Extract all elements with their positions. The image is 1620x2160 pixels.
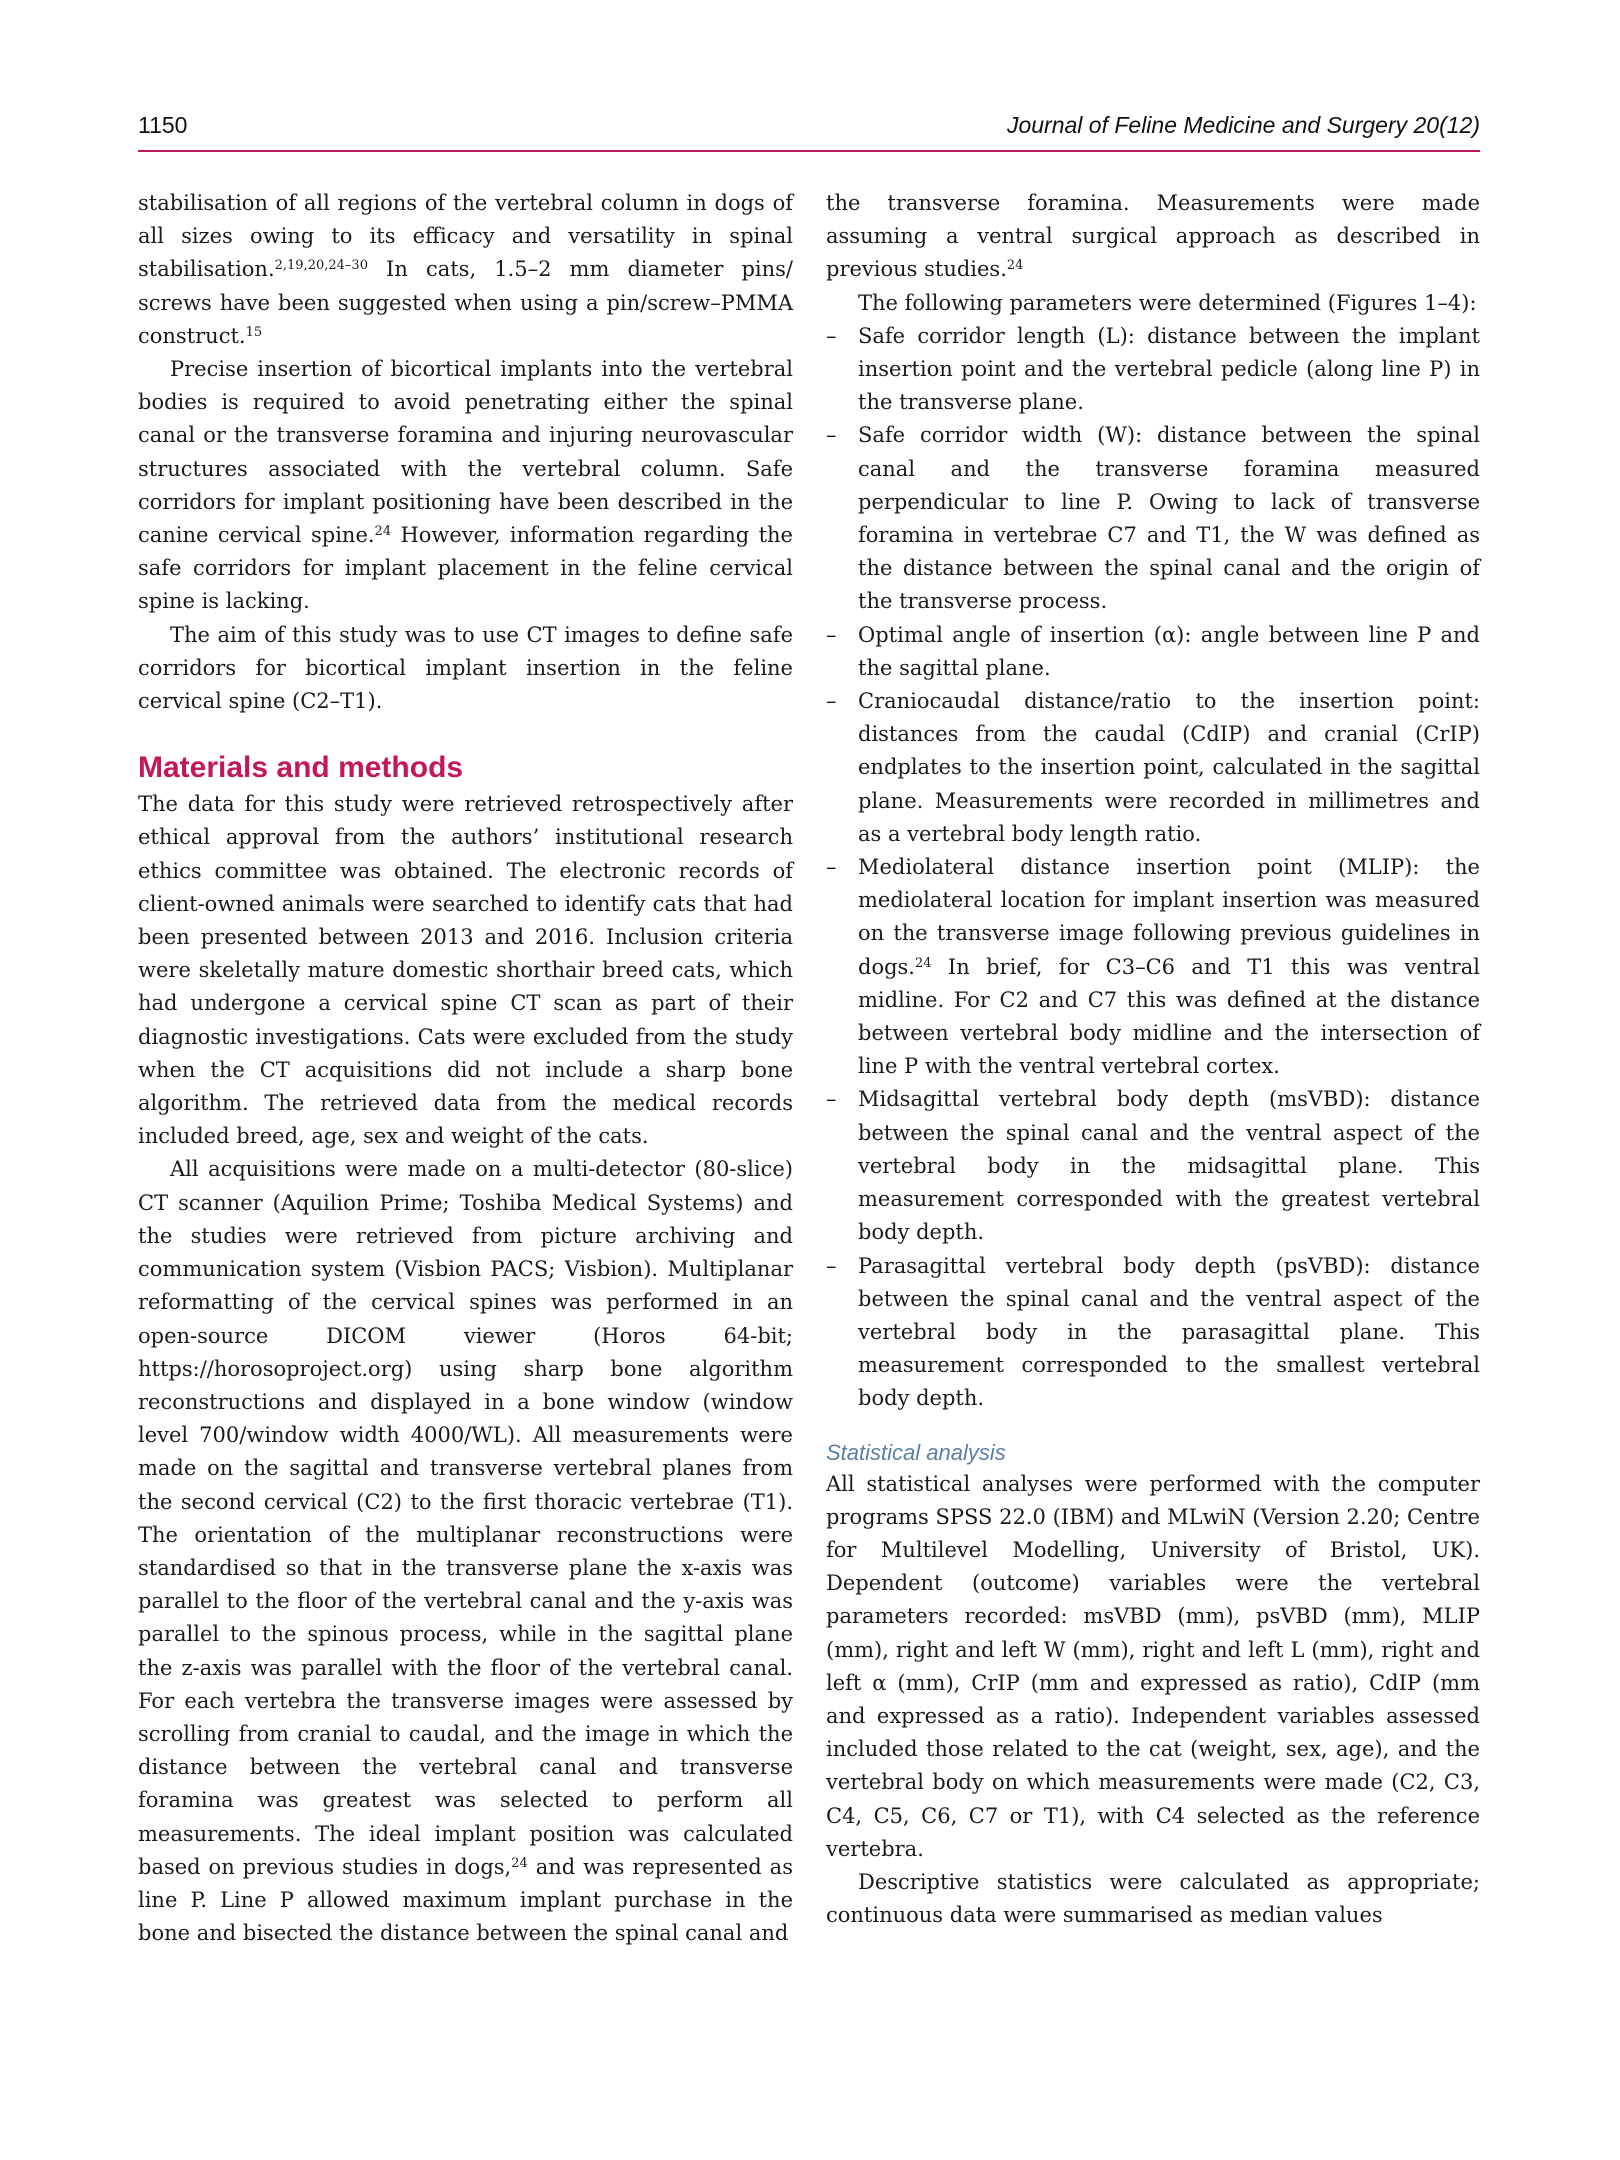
list-item: – Parasagittal vertebral body depth (psVBD): distance between the spinal canal and the ventral aspect of the vertebral body in the parasagittal plane. This measurement corresponded to the smallest vertebral body depth. [826, 1253, 1480, 1411]
list-item: – Optimal angle of insertion (α): angle between line P and the sagittal plane. [826, 622, 1480, 680]
paragraph-data-retrieval: The data for this study were retrieved retrospectively after ethical approval from the authors’ institutional research ethics committee was obtained. The electronic records of client-owned animals were searched to identify cats that had been presented between 2013 and 2016. Inclusion criteria were skeletally mature domestic shorthair breed cats, which had undergone a cervical spine CT scan as part of their diagnostic investigations. Cats were excluded from the study when the CT acquisitions did not include a sharp bone algorithm. The retrieved data from the medical records included breed, age, sex and weight of the cats. [138, 792, 793, 1149]
list-item: – Craniocaudal distance/ratio to the insertion point: distances from the caudal (CdIP) and cranial (CrIP) endplates to the insertion point, calculated in the sagittal plane. Measurements were recorded in millimetres and as a vertebral body length ratio. [826, 689, 1480, 846]
section-heading-methods: Materials and methods [138, 751, 464, 785]
paragraph-descriptive: Descriptive statistics were calculated as appropriate; continuous data were summarised as median values [826, 1869, 1480, 1928]
paragraph-parameters-intro: The following parameters were determined (Figures 1–4): [858, 290, 1477, 315]
subsection-heading-statistics: Statistical analysis [826, 1439, 1006, 1465]
paragraph-transverse-foramina: the transverse foramina. Measurements were made assuming a ventral surgical approach as described in previous studies.$^{24}$ [826, 191, 1480, 282]
citation-superscript: 15 [245, 324, 263, 340]
paragraph-precise-insertion: Precise insertion of bicortical implants into the vertebral bodies is required to avoid penetrating either the spinal canal or the transverse foramina and injuring neurovascular structures associated with the vertebral column. Safe corridors for implant positioning have been described in the canine cervical spine.$^{24}$ However, information regarding the safe corridors for implant placement in the feline cervical spine is lacking. [138, 357, 793, 614]
list-item: – Mediolateral distance insertion point (MLIP): the mediolateral location for implant insertion was measured on the transverse image following previous guidelines in dogs.$^{24}$ In brief, for C3–C6 and T1 this was ventral midline. For C2 and C7 this was defined at the distance between vertebral body midline and the intersection of line P with the ventral vertebral cortex. [826, 855, 1480, 1079]
citation-superscript: 24 [374, 524, 392, 540]
citation-superscript: 24 [511, 1855, 528, 1871]
list-item: – Midsagittal vertebral body depth (msVBD): distance between the spinal canal and the ventral aspect of the vertebral body in the midsagittal plane. This measurement corresponded with the greatest vertebral body depth. [826, 1087, 1480, 1245]
running-header [138, 110, 1480, 152]
paragraph-acquisitions: All acquisitions were made on a multi-detector (80-slice) CT scanner (Aquilion Prime; Toshiba Medical Systems) and the studies were retrieved from picture archiving and communication system (Visbion PACS; Visbion). Multiplanar reformatting of the cervical spines was performed in an open-source DICOM viewer (Horos 64-bit; https://horosoproject.org) using sharp bone algorithm reconstructions and displayed in a bone window (window level 700/window width 4000/WL). All measurements were made on the sagittal and transverse vertebral planes from the second cervical (C2) to the first thoracic vertebrae (T1). The orientation of the multiplanar reconstructions were standardised so that in the transverse plane the x-axis was parallel to the floor of the vertebral canal and the y-axis was parallel to the spinous process, while in the sagittal plane the z-axis was parallel with the floor of the vertebral canal. For each vertebra the transverse images were assessed by scrolling from cranial to caudal, and the image in which the distance between the vertebral canal and transverse foramina was greatest was selected to perform all measurements. The ideal implant position was calculated based on previous studies in dogs,$^{24}$ and was represented as line P. Line P allowed maximum implant purchase in the bone and bisected the distance between the spinal canal and [138, 1157, 793, 1946]
citation-superscript: 24 [1006, 258, 1024, 274]
paragraph-statistics: All statistical analyses were performed with the computer programs SPSS 22.0 (IBM) and MLwiN (Version 2.20; Centre for Multilevel Modelling, University of Bristol, UK). Dependent (outcome) variables were the vertebral parameters recorded: msVBD (mm), psVBD (mm), MLIP (mm), right and left W (mm), right and left L (mm), right and left α (mm), CrIP (mm and expressed as ratio), CdIP (mm and expressed as a ratio). Independent variables assessed included those related to the cat (weight, sex, age), and the vertebral body on which measurements were made (C2, C3, C4, C5, C6, C7 or T1), with C4 selected as the reference vertebra. [826, 1471, 1480, 1861]
paragraph-intro-continued: stabilisation of all regions of the vertebral column in dogs of all sizes owing to its efficacy and versatility in spinal stabilisation.$^{2,19,20,24-30}$ In cats, 1.5–2 mm diameter pins/ screws have been suggested when using a pin/screw–PMMA construct.$^{15}$ [138, 191, 793, 348]
list-item: – Safe corridor width (W): distance between the spinal canal and the transverse foramina measured perpendicular to line P. Owing to lack of transverse foramina in vertebrae C7 and T1, the W was defined as the distance between the spinal canal and the origin of the transverse process. [826, 423, 1480, 614]
left-column [138, 187, 793, 1950]
list-item: – Safe corridor length (L): distance between the implant insertion point and the vertebral pedicle (along line P) in the transverse plane. [826, 323, 1480, 415]
page-number: 1150 [138, 112, 188, 138]
parameter-list [826, 320, 1480, 1416]
right-column [826, 187, 1480, 1932]
citation-superscript: 24 [914, 955, 932, 971]
journal-citation: Journal of Feline Medicine and Surgery 20(12) [1006, 112, 1480, 138]
paragraph-aim: The aim of this study was to use CT images to define safe corridors for bicortical implant insertion in the feline cervical spine (C2–T1). [138, 622, 793, 714]
citation-superscript: 2,19,20,24–30 [274, 258, 368, 274]
